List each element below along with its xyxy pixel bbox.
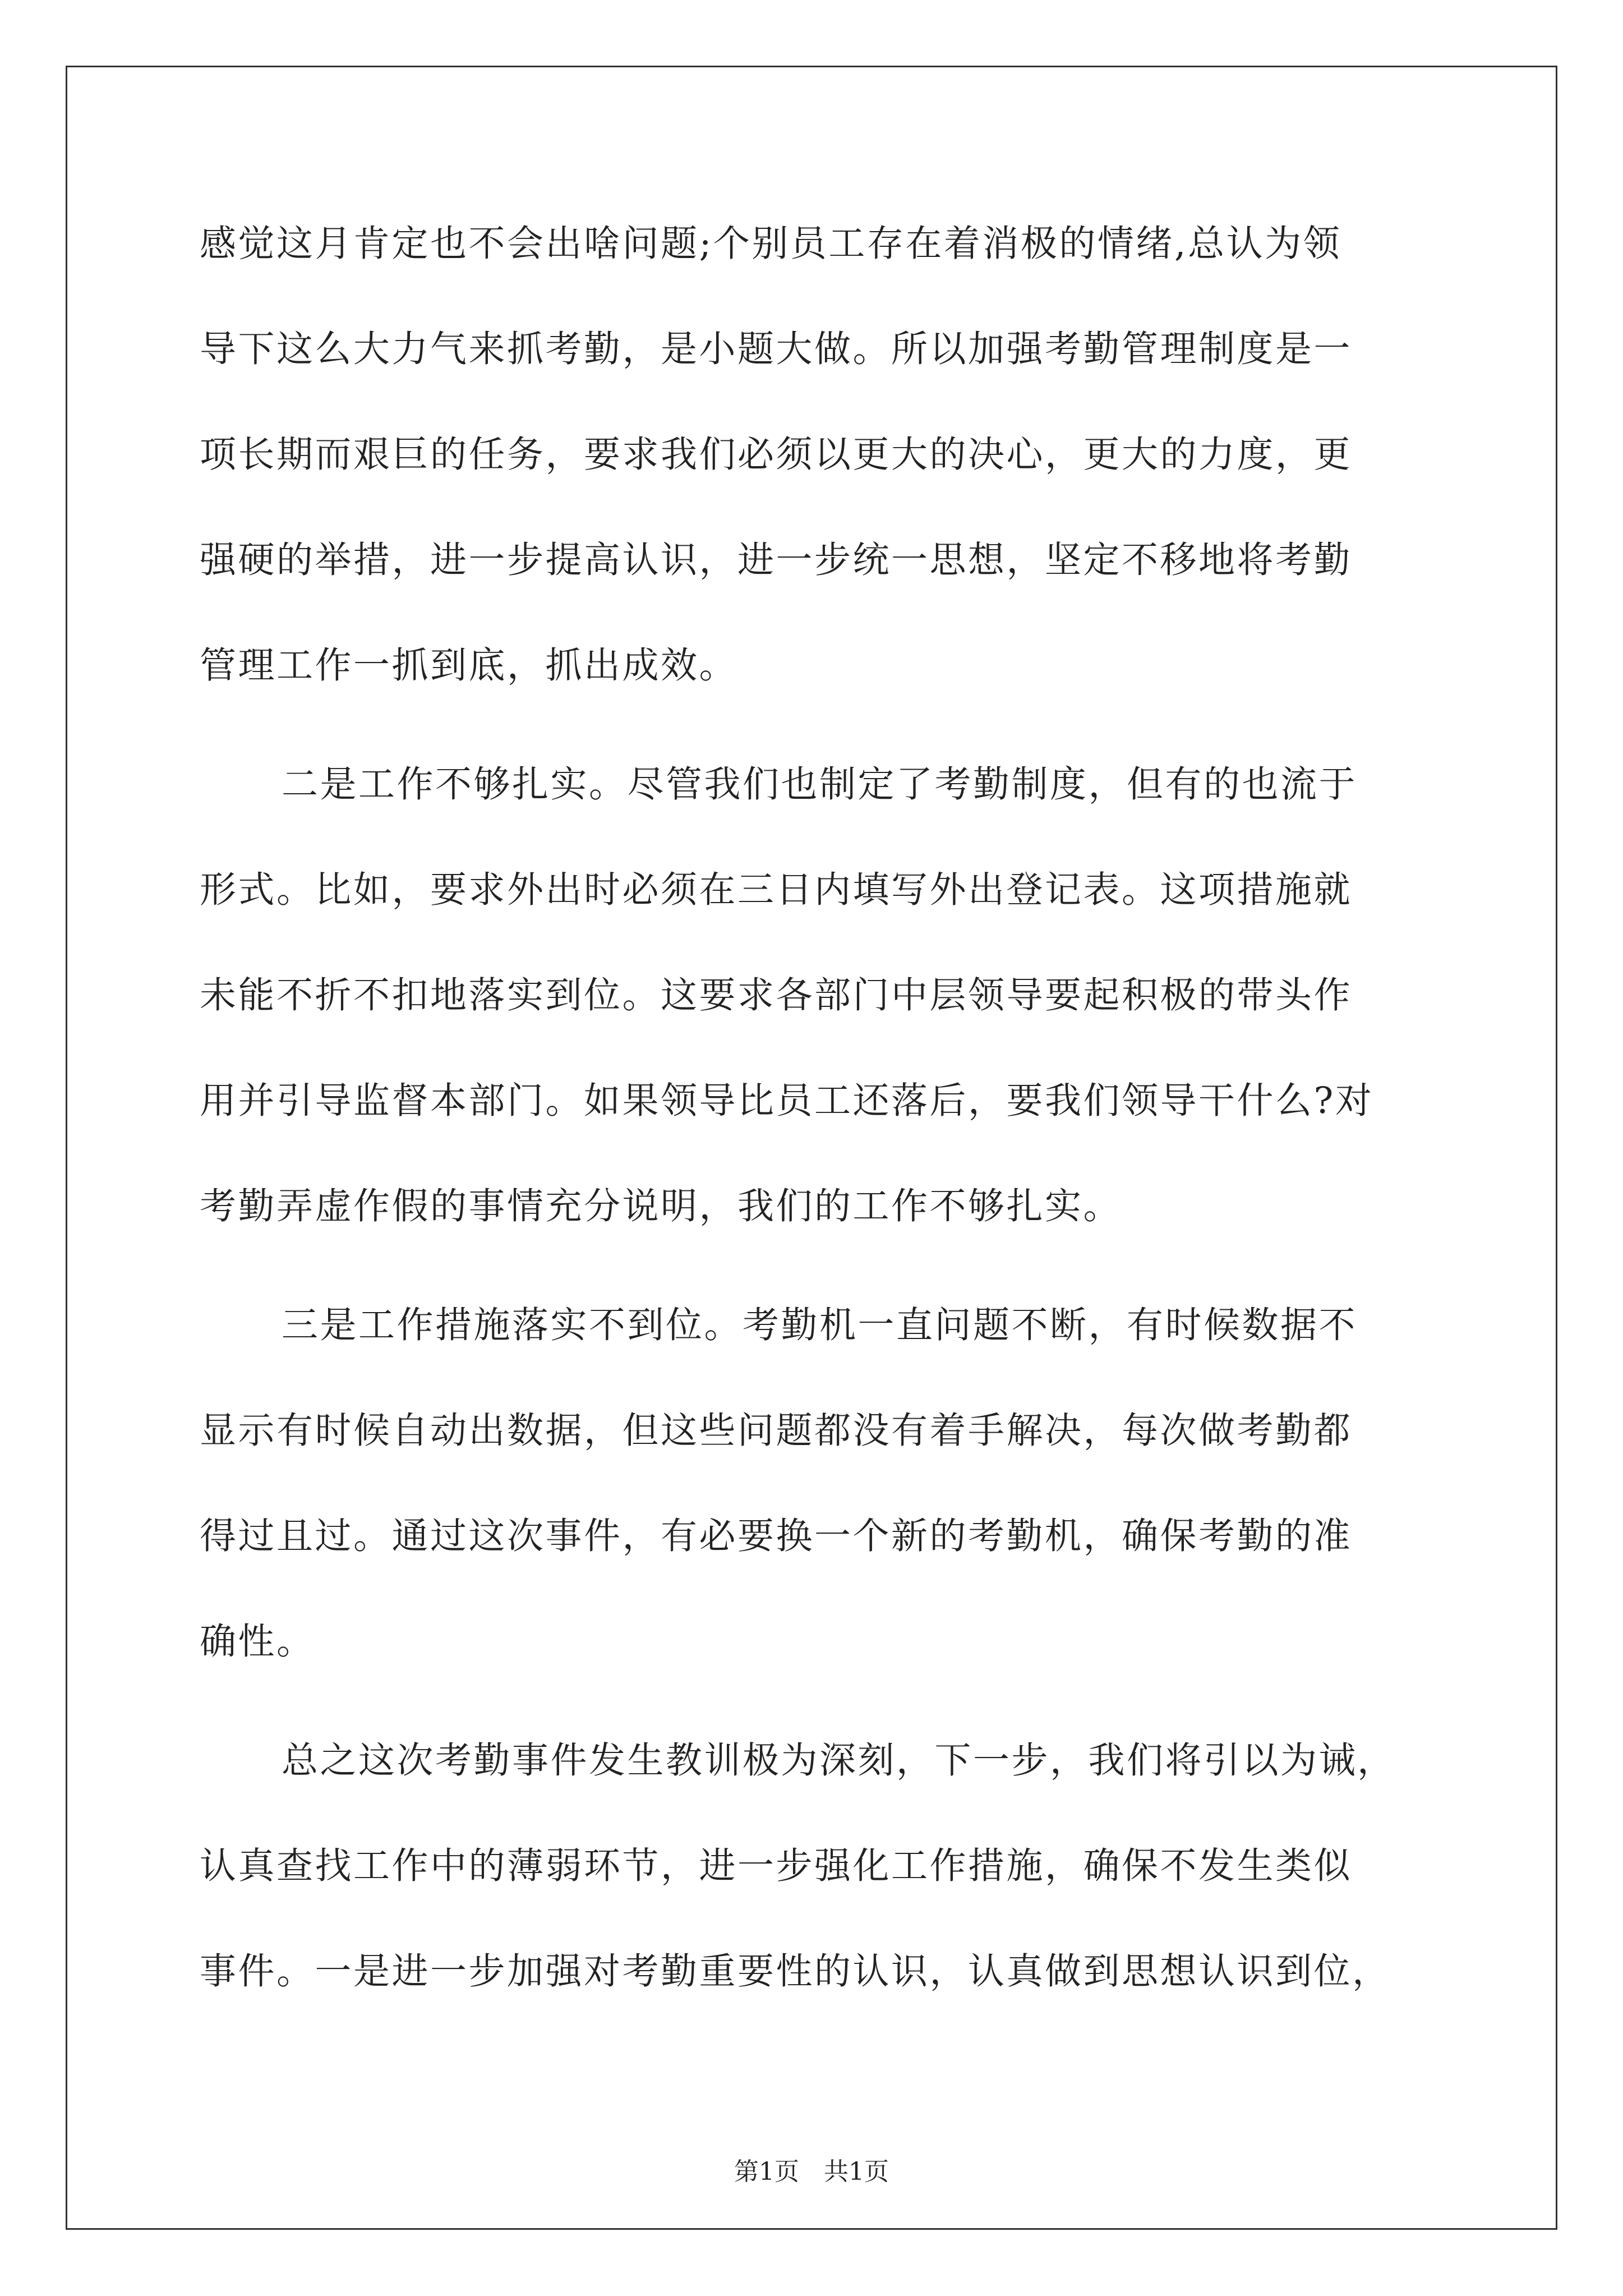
- paragraph-first-line: 二是工作不够扎实。尽管我们也制定了考勤制度，但有的也流于: [282, 763, 1358, 806]
- text-line: 认真查找工作中的薄弱环节，进一步强化工作措施，确保不发生类似: [200, 1845, 1353, 1887]
- text-line: 管理工作一抓到底，抓出成效。: [200, 645, 738, 687]
- text-line: 用并引导监督本部门。如果领导比员工还落后，要我们领导干什么?对: [200, 1080, 1374, 1122]
- text-line: 考勤弄虚作假的事情充分说明，我们的工作不够扎实。: [200, 1185, 1122, 1227]
- page-border: [66, 66, 1557, 2230]
- paragraph-first-line: 总之这次考勤事件发生教训极为深刻，下一步，我们将引以为诫，: [282, 1740, 1396, 1782]
- text-line: 导下这么大力气来抓考勤，是小题大做。所以加强考勤管理制度是一: [200, 328, 1353, 370]
- text-line: 确性。: [200, 1621, 315, 1663]
- text-line: 显示有时候自动出数据，但这些问题都没有着手解决，每次做考勤都: [200, 1410, 1353, 1452]
- text-line: 得过且过。通过这次事件，有必要换一个新的考勤机，确保考勤的准: [200, 1515, 1353, 1557]
- text-line: 未能不折不扣地落实到位。这要求各部门中层领导要起积极的带头作: [200, 974, 1353, 1016]
- text-line: 强硬的举措，进一步提高认识，进一步统一思想，坚定不移地将考勤: [200, 539, 1353, 581]
- text-line: 项长期而艰巨的任务，要求我们必须以更大的决心，更大的力度，更: [200, 434, 1353, 476]
- paragraph-first-line: 三是工作措施落实不到位。考勤机一直问题不断，有时候数据不: [282, 1304, 1358, 1346]
- page-footer: 第1页 共1页: [734, 2157, 889, 2186]
- text-line: 感觉这月肯定也不会出啥问题;个别员工存在着消极的情绪,总认为领: [200, 223, 1342, 265]
- text-line: 事件。一是进一步加强对考勤重要性的认识，认真做到思想认识到位，: [200, 1950, 1391, 1993]
- text-line: 形式。比如，要求外出时必须在三日内填写外出登记表。这项措施就: [200, 869, 1353, 911]
